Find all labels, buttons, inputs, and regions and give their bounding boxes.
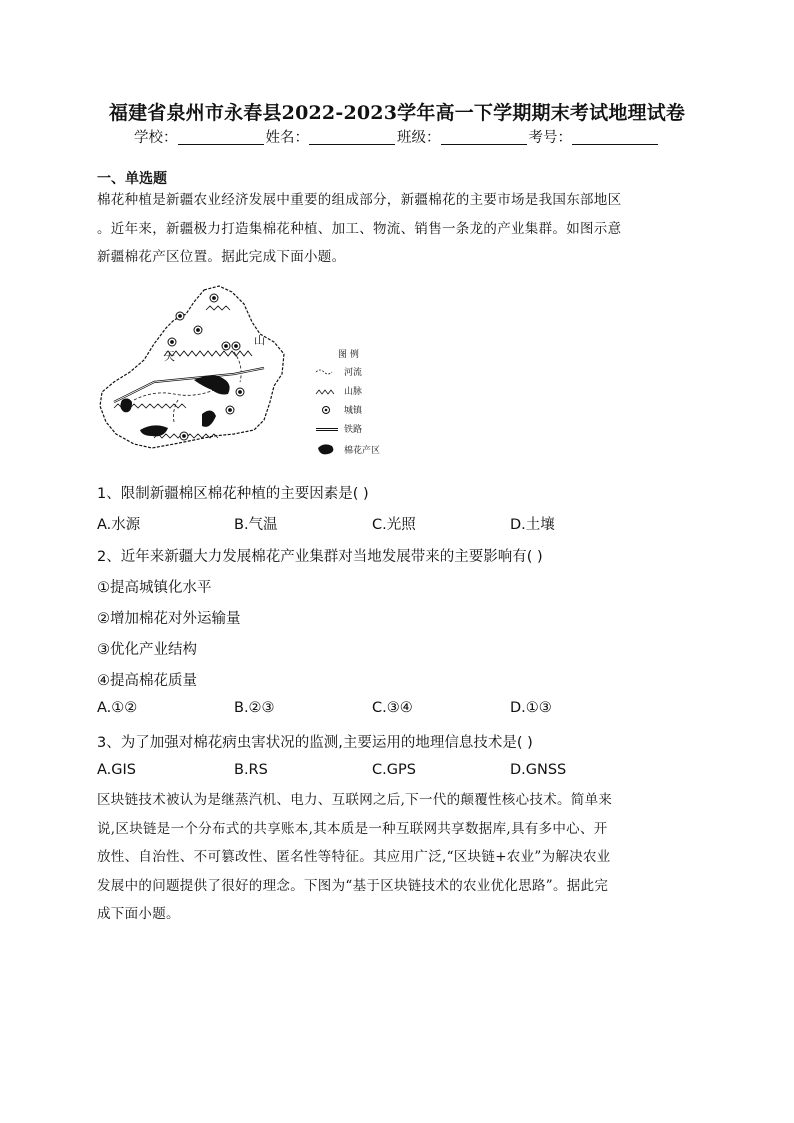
legend-mountain: 山脉 — [344, 387, 363, 397]
map-label-shan: 山 — [254, 334, 265, 347]
map-figure — [94, 282, 394, 462]
q3-option-a[interactable]: A.GIS — [97, 762, 136, 778]
q3-option-b[interactable]: B.RS — [234, 762, 268, 778]
q2-statement: ①提高城镇化水平 — [97, 580, 212, 596]
mountain-legend-icon — [316, 390, 334, 394]
passage-line: 区块链技术被认为是继蒸汽机、电力、互联网之后,下一代的颠覆性核心技术。简单来 — [97, 792, 613, 808]
name-label: 姓名： — [265, 130, 309, 146]
q2-statement: ②增加棉花对外运输量 — [97, 611, 241, 627]
legend-title: 图 例 — [338, 350, 359, 360]
student-info-row — [0, 126, 794, 147]
number-blank[interactable] — [572, 130, 658, 145]
school-label: 学校： — [134, 130, 178, 146]
passage-line: 说,区块链是一个分布式的共享账本,其本质是一种互联网共享数据库,具有多中心、开 — [97, 820, 608, 837]
question-1-stem: 1、限制新疆棉区棉花种植的主要因素是( ) — [97, 486, 369, 502]
q2-option-c[interactable]: C.③④ — [372, 700, 413, 716]
region-outline — [100, 286, 284, 448]
map-legend — [316, 348, 380, 456]
map-label-tian: 天 — [164, 350, 175, 363]
q1-option-d[interactable]: D.土壤 — [510, 517, 555, 533]
section-heading: 一、单选题 — [97, 171, 167, 187]
number-label: 考号： — [528, 130, 572, 146]
passage-line: 成下面小题。 — [97, 906, 180, 922]
legend-river: 河流 — [344, 368, 363, 378]
q1-option-b[interactable]: B.气温 — [234, 517, 278, 533]
passage-line: 棉花种植是新疆农业经济发展中重要的组成部分，新疆棉花的主要市场是我国东部地区 — [97, 192, 622, 208]
legend-town: 城镇 — [344, 406, 363, 416]
school-blank[interactable] — [178, 130, 264, 145]
q2-option-b[interactable]: B.②③ — [234, 700, 275, 716]
river-legend-icon — [316, 370, 332, 374]
class-label: 班级： — [397, 130, 441, 146]
xinjiang-cotton-map — [94, 282, 394, 462]
q2-option-d[interactable]: D.①③ — [510, 700, 552, 716]
passage-line: 放性、自治性、不可篡改性、匿名性等特征。其应用广泛,“区块链+农业”为解决农业 — [97, 849, 611, 865]
q2-statement: ③优化产业结构 — [97, 642, 197, 658]
legend-railway: 铁路 — [344, 425, 363, 435]
question-3-stem: 3、为了加强对棉花病虫害状况的监测,主要运用的地理信息技术是( ) — [97, 735, 533, 751]
exam-title: 福建省泉州市永春县2022-2023学年高一下学期期末考试地理试卷 — [108, 102, 686, 124]
passage-line: 新疆棉花产区位置。据此完成下面小题。 — [97, 249, 346, 265]
q2-option-a[interactable]: A.①② — [97, 700, 138, 716]
q3-option-d[interactable]: D.GNSS — [510, 762, 567, 778]
passage-blockchain — [97, 786, 697, 929]
q3-option-c[interactable]: C.GPS — [372, 762, 416, 778]
q2-statement: ④提高棉花质量 — [97, 673, 197, 689]
legend-cotton: 棉花产区 — [344, 446, 381, 456]
name-blank[interactable] — [309, 130, 395, 145]
q1-option-a[interactable]: A.水源 — [97, 517, 141, 533]
passage-cotton — [97, 186, 697, 272]
passage-line: 发展中的问题提供了很好的理念。下图为“基于区块链技术的农业优化思路”。据此完 — [97, 877, 609, 894]
passage-line: 。近年来，新疆极力打造集棉花种植、加工、物流、销售一条龙的产业集群。如图示意 — [97, 220, 622, 237]
cotton-legend-icon — [318, 444, 333, 454]
q1-option-c[interactable]: C.光照 — [372, 517, 416, 533]
question-2-stem: 2、近年来新疆大力发展棉花产业集群对当地发展带来的主要影响有( ) — [97, 549, 543, 565]
class-blank[interactable] — [441, 130, 527, 145]
